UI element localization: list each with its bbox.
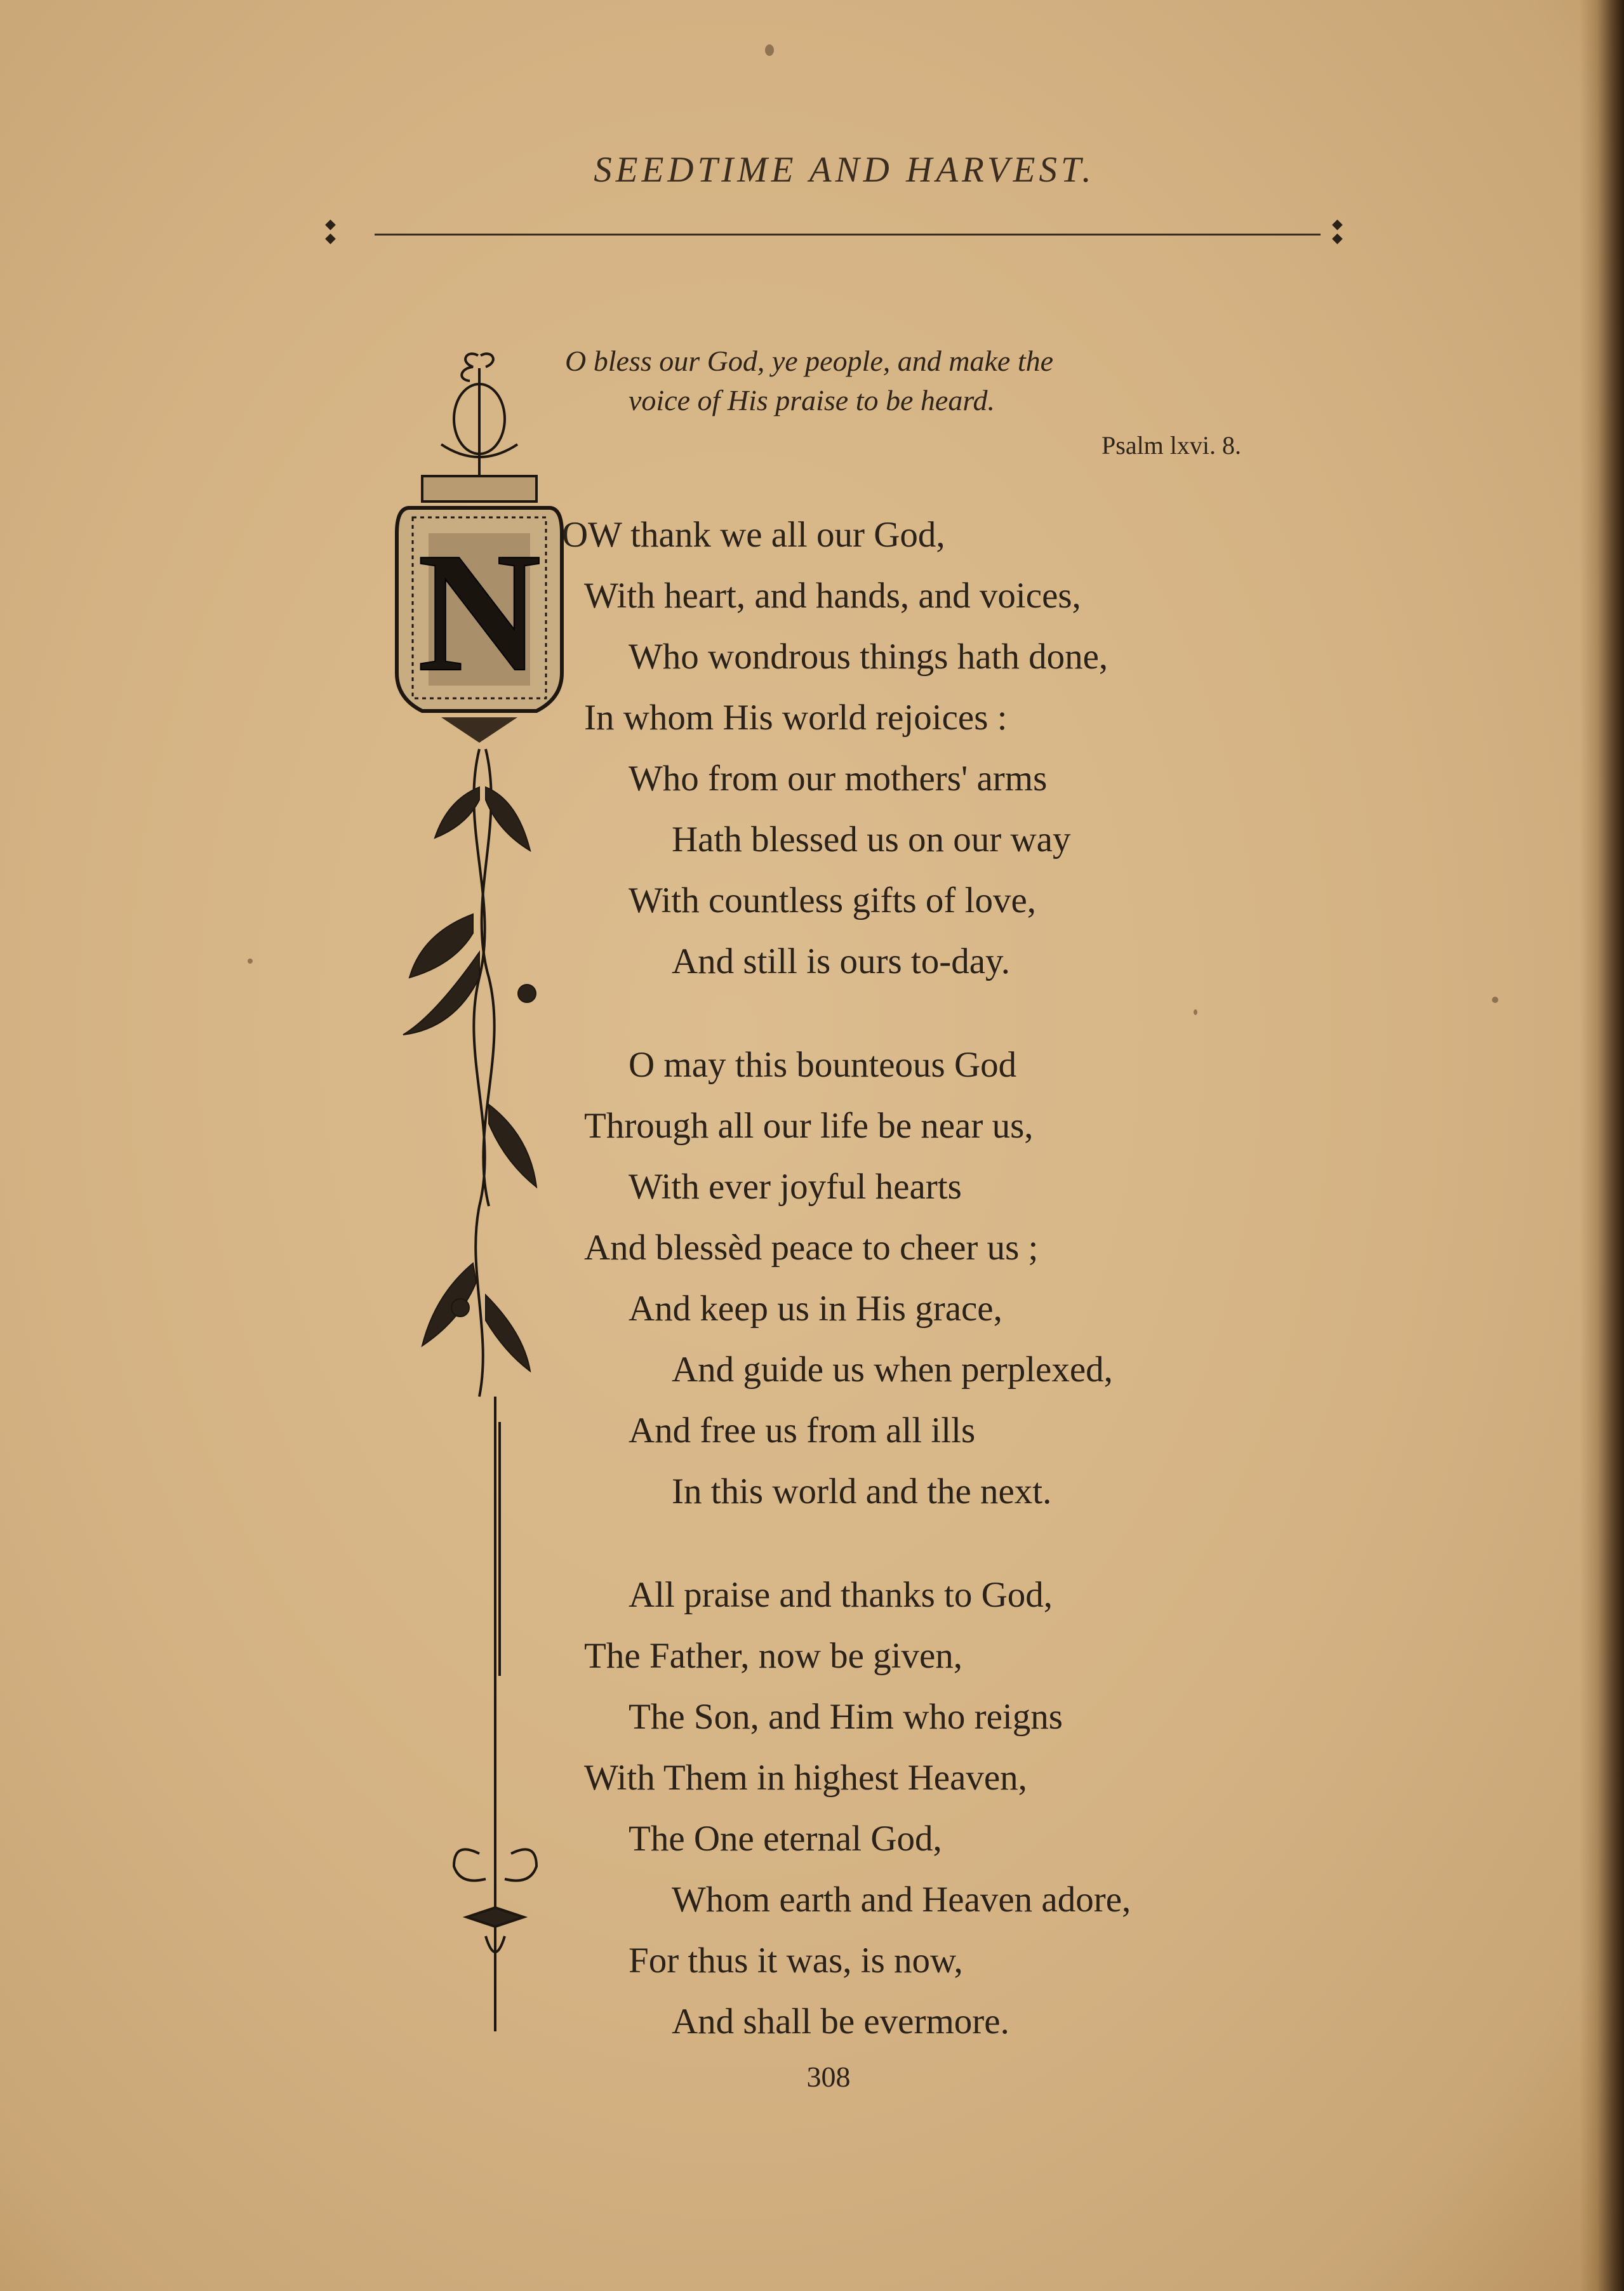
- poem-line: With heart, and hands, and voices,: [584, 576, 1081, 616]
- poem-line: And free us from all ills: [629, 1411, 976, 1451]
- epigraph-reference: Psalm lxvi. 8.: [1102, 431, 1242, 460]
- poem-line: With Them in highest Heaven,: [584, 1758, 1027, 1798]
- floral-ornament-illustration: [384, 343, 575, 2044]
- rule-ornament-left: ◆ ◆: [325, 216, 336, 246]
- poem-line: O may this bounteous God: [629, 1045, 1017, 1085]
- page-edge-shadow: [1580, 0, 1624, 2291]
- epigraph-line-2: voice of His praise to be heard.: [629, 384, 995, 416]
- poem-line: The Father, now be given,: [584, 1636, 963, 1676]
- epigraph-line-1: O bless our God, ye people, and make the: [565, 345, 1054, 377]
- poem-line: And guide us when perplexed,: [672, 1350, 1113, 1390]
- poem-line: For thus it was, is now,: [629, 1941, 963, 1981]
- poem-line: Who from our mothers' arms: [629, 759, 1048, 799]
- poem-line: With countless gifts of love,: [629, 880, 1037, 920]
- poem-line: And blessèd peace to cheer us ;: [584, 1228, 1039, 1268]
- poem-line: In whom His world rejoices :: [584, 698, 1008, 738]
- poem-line: And keep us in His grace,: [629, 1289, 1002, 1329]
- poem-line: With ever joyful hearts: [629, 1167, 962, 1207]
- drop-cap-letter: N: [417, 517, 542, 707]
- poem-line: In this world and the next.: [672, 1471, 1052, 1511]
- poem-line: The Son, and Him who reigns: [629, 1697, 1063, 1737]
- drop-cap-frame: [397, 476, 562, 743]
- poem-line: And shall be evermore.: [672, 2002, 1009, 2042]
- poem-line: Hath blessed us on our way: [672, 820, 1071, 860]
- page-number: 308: [806, 2061, 851, 2093]
- paper-speck: [1194, 1009, 1197, 1015]
- poem-line: All praise and thanks to God,: [629, 1575, 1053, 1615]
- running-head: SEEDTIME AND HARVEST.: [594, 150, 1095, 190]
- rule-ornament-right: ◆ ◆: [1332, 216, 1343, 246]
- poem-line: The One eternal God,: [629, 1819, 942, 1859]
- poem-line: Who wondrous things hath done,: [629, 637, 1108, 677]
- poem-line: Whom earth and Heaven adore,: [672, 1880, 1131, 1920]
- paper-speck: [1492, 997, 1498, 1003]
- header-rule: [375, 234, 1321, 236]
- paper-speck: [765, 44, 774, 56]
- poem-line: Through all our life be near us,: [584, 1106, 1034, 1146]
- epigraph: [565, 342, 1276, 420]
- poem-line: OW thank we all our God,: [562, 515, 945, 555]
- paper-speck: [248, 959, 253, 964]
- poem-line: And still is ours to-day.: [672, 941, 1011, 981]
